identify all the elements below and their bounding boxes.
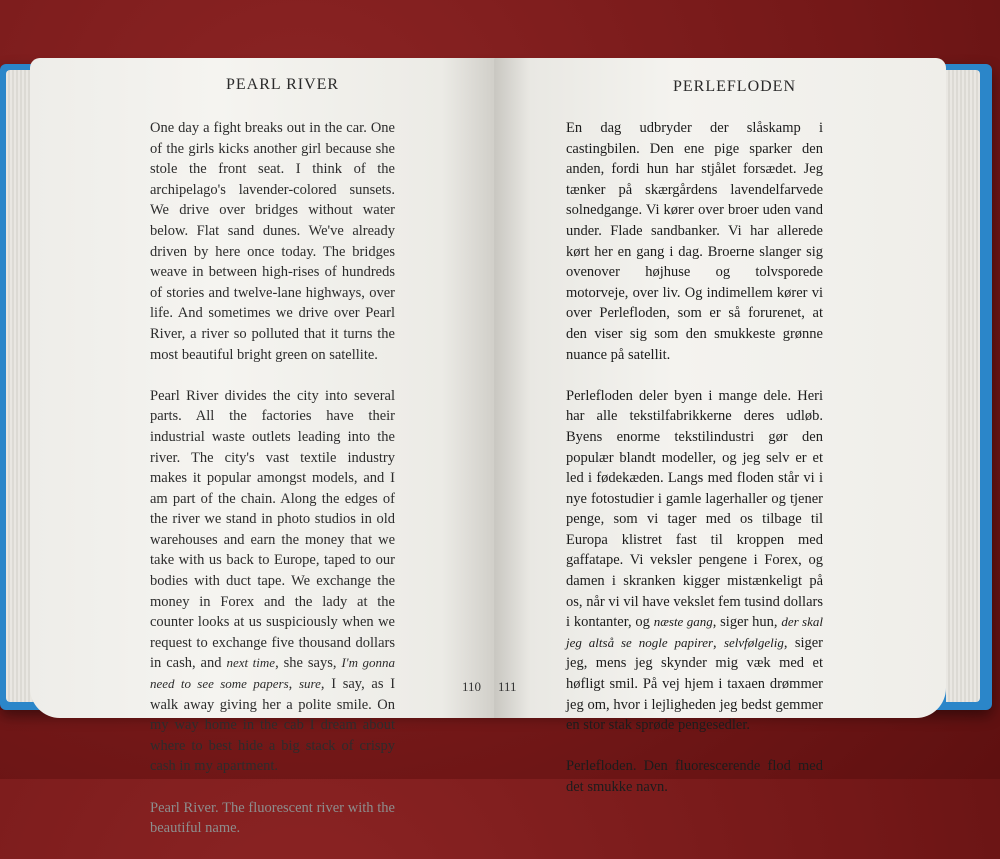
left-page-number: 110 <box>462 679 482 694</box>
right-paragraph-3: Perlefloden. Den fluorescerende flod med det smukke navn. <box>566 758 823 795</box>
right-running-head: PERLEFLODEN <box>673 78 796 95</box>
left-body-text <box>150 118 395 859</box>
page-edges-right <box>946 70 980 702</box>
right-paragraph-2: Perlefloden deler byen i mange dele. Heri har alle tekstilfabrikkerne deres udløb. Byens enorme tekstilindustri gør den populær blandt modeller, og jeg selv er et led i fødekæden. Langs med floden står vi i nye fotostudier i gamle lagerhaller og tjener penge, som vi tager med os tilbage til Europa klistret fast til kroppen med gaffatape. Vi veksler pengene i Forex, og damen i skranken kigger mistænkeligt på os, når vi vil have vekslet fem tusind dollars i kontanter, og næste gang, siger hun, der skal jeg altså se nogle papirer, selvfølgelig, siger jeg, mens jeg skynder mig væk med et høfligt smil. På vej hjem i taxaen drømmer jeg om, hvor i lejligheden jeg bedst gemmer en stor stak sprøde pengesedler. <box>566 387 824 734</box>
right-page-number: 111 <box>498 679 517 694</box>
left-paragraph-3: Pearl River. The fluorescent river with the beautiful name. <box>150 799 395 837</box>
left-paragraph-1: One day a fight breaks out in the car. One of the girls kicks another girl because she stole the front seat. I think of the archipelago's lavender-colored sunsets. We drive over bridges without water below. Flat sand dunes. We've already driven by here once today. The bridges weave in between high-rises of hundreds of stories and twelve-lane highways, over life. And sometimes we drive over Pearl River, a river so polluted that it turns the most beautiful bright green on satellite. <box>150 120 395 363</box>
right-paragraph-1: En dag udbryder der slåskamp i castingbilen. Den ene pige sparker den anden, fordi hun har stjålet forsædet. Jeg tænker på skærgårdens lavendelfarvede solnedgange. Vi kører over broer uden vand under. Flade sandbanker. Vi har allerede kørt her en gang i dag. Broerne slanger sig ovenover højhuse og tolvsporede motorveje, over liv. Og indimellem kører vi over Perlefloden, som er så forurenet, at den viser sig som den smukkeste grønne nuance på satellit. <box>566 120 823 363</box>
left-running-head: PEARL RIVER <box>226 76 340 93</box>
right-body-text <box>566 118 823 818</box>
left-paragraph-2: Pearl River divides the city into several parts. All the factories have their industrial waste outlets leading into the river. The city's vast textile industry makes it popular amongst models, and I am part of the chain. Along the edges of the river we stand in photo studios in old warehouses and earn the money that we take with us back to Europe, taped to our bodies with duct tape. We exchange the money in Forex and the lady at the counter looks at us suspiciously when we request to exchange five thousand dollars in cash, and next time, she says, I'm gonna need to see some papers, sure, I say, as I walk away giving her a polite smile. On my way home in the cab I dream about where to best hide a big stack of crispy cash in my apartment. <box>150 387 396 775</box>
